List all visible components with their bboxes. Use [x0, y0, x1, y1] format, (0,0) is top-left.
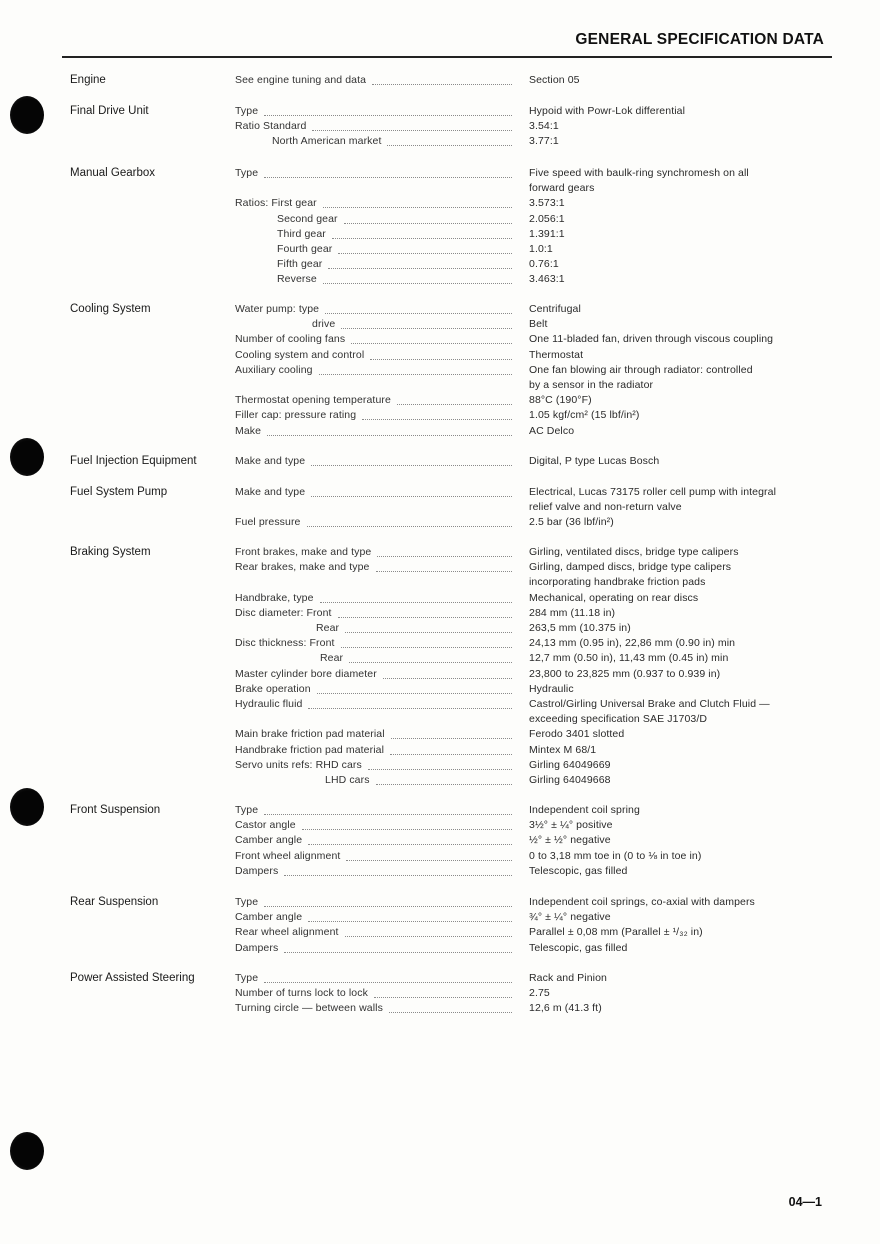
spec-value: Independent coil springs, co-axial with dampers [529, 896, 755, 908]
dot-leader [390, 754, 512, 755]
spec-label: Type [235, 105, 259, 117]
spec-value: Castrol/Girling Universal Brake and Clutch Fluid — [529, 698, 770, 710]
dot-leader [368, 769, 512, 770]
spec-label: Main brake friction pad material [235, 728, 385, 741]
spec-label: Brake operation [235, 682, 311, 695]
spec-value: 12,6 m (41.3 ft) [529, 1002, 602, 1015]
dot-leader [325, 313, 512, 314]
dot-leader [323, 207, 512, 208]
punch-hole-icon [10, 96, 44, 134]
spec-label: LHD cars [325, 774, 370, 786]
spec-label: Disc diameter: Front [235, 606, 332, 619]
spec-label: Dampers [235, 864, 279, 877]
spec-label: Fuel pressure [235, 516, 301, 529]
spec-label: Reverse [277, 273, 317, 286]
spec-value: Rack and Pinion [529, 972, 607, 984]
dot-leader [328, 268, 512, 269]
dot-leader [374, 997, 512, 998]
spec-value: Girling, damped discs, bridge type calipers [529, 561, 732, 574]
spec-value: 2.75 [529, 987, 550, 1000]
dot-leader [346, 860, 512, 861]
spec-label: See engine tuning and data [235, 74, 367, 86]
spec-label: Hydraulic fluid [235, 698, 303, 710]
punch-hole-icon [10, 438, 44, 476]
dot-leader [320, 602, 512, 603]
section-label: Rear Suspension [70, 896, 159, 908]
dot-leader [267, 435, 512, 436]
dot-leader [389, 1012, 512, 1013]
dot-leader [312, 130, 512, 131]
dot-leader [387, 145, 512, 146]
punch-hole-icon [10, 788, 44, 826]
spec-value: relief valve and non-return valve [529, 501, 682, 514]
spec-value: 263,5 mm (10.375 in) [529, 622, 631, 634]
spec-label: Second gear [277, 212, 338, 225]
spec-value: Thermostat [529, 348, 584, 361]
spec-value: 2.5 bar (36 lbf/in²) [529, 516, 614, 529]
dot-leader [372, 84, 512, 85]
spec-value: 3.54:1 [529, 120, 559, 133]
spec-label: Fourth gear [277, 243, 333, 255]
spec-label: Ratio Standard [235, 120, 307, 133]
spec-value: 12,7 mm (0.50 in), 11,43 mm (0.45 in) min [529, 652, 729, 665]
spec-label: Rear [316, 622, 340, 634]
dot-leader [302, 829, 512, 830]
dot-leader [264, 115, 512, 116]
spec-value: 1.391:1 [529, 227, 565, 240]
spec-value: Parallel ± 0,08 mm (Parallel ± ¹/₃₂ in) [529, 926, 703, 939]
spec-value: 88°C (190°F) [529, 394, 592, 407]
spec-value: 24,13 mm (0.95 in), 22,86 mm (0.90 in) min [529, 637, 736, 650]
spec-value: Independent coil spring [529, 804, 640, 816]
spec-label: Auxiliary cooling [235, 363, 313, 376]
section-label: Engine [70, 74, 106, 86]
spec-value: 2.056:1 [529, 212, 565, 225]
spec-label: Make [235, 424, 262, 437]
spec-label: Disc thickness: Front [235, 637, 335, 650]
dot-leader [341, 647, 512, 648]
spec-label: Front wheel alignment [235, 849, 341, 862]
spec-value: Hydraulic [529, 682, 574, 695]
spec-label: Make and type [235, 486, 306, 498]
dot-leader [311, 496, 512, 497]
spec-value: One 11-bladed fan, driven through viscous coupling [529, 333, 774, 346]
spec-label: Castor angle [235, 819, 296, 832]
spec-label: Handbrake, type [235, 591, 314, 604]
spec-label: Third gear [277, 227, 326, 240]
section-label: Cooling System [70, 303, 151, 315]
section-label: Braking System [70, 546, 151, 558]
spec-label: Servo units refs: RHD cars [235, 758, 362, 771]
spec-value: Hypoid with Powr-Lok differential [529, 105, 686, 117]
dot-leader [264, 177, 512, 178]
spec-value: forward gears [529, 182, 595, 195]
spec-label: Master cylinder bore diameter [235, 667, 377, 680]
spec-value: Telescopic, gas filled [529, 864, 628, 877]
spec-label: Front brakes, make and type [235, 546, 372, 558]
spec-value: Five speed with baulk-ring synchromesh on all [529, 167, 749, 179]
spec-label: Rear wheel alignment [235, 926, 339, 939]
dot-leader [397, 404, 512, 405]
spec-label: Ratios: First gear [235, 197, 317, 210]
dot-leader [349, 662, 512, 663]
dot-leader [308, 708, 512, 709]
spec-value: 23,800 to 23,825 mm (0.937 to 0.939 in) [529, 667, 721, 680]
dot-leader [307, 526, 512, 527]
spec-value: 3.573:1 [529, 197, 565, 210]
dot-leader [370, 359, 512, 360]
dot-leader [345, 632, 512, 633]
dot-leader [345, 936, 512, 937]
spec-value: 0.76:1 [529, 258, 559, 271]
spec-label: Camber angle [235, 834, 303, 847]
dot-leader [317, 693, 512, 694]
dot-leader [351, 343, 512, 344]
section-label: Power Assisted Steering [70, 972, 195, 984]
spec-label: Handbrake friction pad material [235, 743, 385, 756]
section-label: Fuel System Pump [70, 486, 168, 498]
spec-value: Section 05 [529, 74, 580, 86]
spec-label: Thermostat opening temperature [235, 394, 391, 407]
spec-value: Girling 64049668 [529, 774, 611, 786]
spec-value: Centrifugal [529, 303, 581, 315]
dot-leader [377, 556, 512, 557]
spec-label: drive [312, 318, 336, 331]
punch-hole-icon [10, 1132, 44, 1170]
section-label: Front Suspension [70, 804, 161, 816]
spec-value: Electrical, Lucas 73175 roller cell pump with integral [529, 486, 777, 498]
dot-leader [284, 875, 512, 876]
spec-label: Type [235, 972, 259, 984]
dot-leader [362, 419, 512, 420]
section-label: Manual Gearbox [70, 167, 156, 179]
spec-value: Belt [529, 318, 548, 331]
spec-value: Girling, ventilated discs, bridge type calipers [529, 546, 739, 558]
dot-leader [376, 784, 512, 785]
spec-value: Telescopic, gas filled [529, 941, 628, 954]
dot-leader [319, 374, 512, 375]
spec-value: 3.77:1 [529, 135, 559, 148]
dot-leader [332, 238, 512, 239]
dot-leader [264, 906, 512, 907]
spec-value: 284 mm (11.18 in) [529, 606, 616, 619]
spec-value: 3.463:1 [529, 273, 565, 286]
spec-label: Turning circle — between walls [235, 1002, 383, 1015]
page-number: 04—1 [788, 1195, 822, 1209]
header-rule [62, 56, 832, 58]
section-label: Fuel Injection Equipment [70, 455, 197, 467]
document-title: GENERAL SPECIFICATION DATA [575, 31, 824, 48]
spec-label: Dampers [235, 941, 279, 954]
dot-leader [264, 814, 512, 815]
spec-label: Type [235, 804, 259, 816]
spec-label: North American market [272, 135, 382, 148]
spec-label: Water pump: type [235, 303, 320, 315]
spec-value: Mechanical, operating on rear discs [529, 591, 699, 604]
spec-label: Type [235, 167, 259, 179]
spec-value: 3½° ± ¼° positive [529, 819, 613, 832]
spec-value: One fan blowing air through radiator: controlled [529, 363, 753, 376]
dot-leader [391, 738, 512, 739]
spec-label: Number of turns lock to lock [235, 987, 368, 1000]
spec-label: Type [235, 896, 259, 908]
spec-value: incorporating handbrake friction pads [529, 576, 706, 589]
spec-value: Digital, P type Lucas Bosch [529, 455, 660, 467]
spec-value: ½° ± ½° negative [529, 834, 611, 847]
dot-leader [338, 617, 512, 618]
spec-label: Filler cap: pressure rating [235, 409, 357, 422]
spec-label: Make and type [235, 455, 306, 467]
spec-value: Ferodo 3401 slotted [529, 728, 625, 741]
spec-label: Fifth gear [277, 258, 323, 271]
dot-leader [376, 571, 512, 572]
spec-value: AC Delco [529, 424, 575, 437]
spec-value: Mintex M 68/1 [529, 743, 597, 756]
dot-leader [308, 844, 512, 845]
dot-leader [323, 283, 512, 284]
dot-leader [308, 921, 512, 922]
spec-label: Rear brakes, make and type [235, 561, 370, 574]
spec-value: ¾° ± ¼° negative [529, 911, 611, 924]
spec-label: Cooling system and control [235, 348, 365, 361]
dot-leader [264, 982, 512, 983]
spec-value: 1.0:1 [529, 243, 553, 255]
dot-leader [344, 223, 512, 224]
dot-leader [311, 465, 512, 466]
dot-leader [383, 678, 512, 679]
spec-value: 0 to 3,18 mm toe in (0 to ⅛ in toe in) [529, 849, 702, 862]
spec-label: Camber angle [235, 911, 303, 924]
spec-value: 1.05 kgf/cm² (15 lbf/in²) [529, 409, 640, 422]
spec-label: Rear [320, 652, 344, 665]
dot-leader [338, 253, 512, 254]
spec-value: Girling 64049669 [529, 758, 611, 771]
dot-leader [341, 328, 512, 329]
spec-value: by a sensor in the radiator [529, 379, 654, 391]
spec-value: exceeding specification SAE J1703/D [529, 713, 708, 726]
spec-label: Number of cooling fans [235, 333, 346, 346]
dot-leader [284, 952, 512, 953]
section-label: Final Drive Unit [70, 105, 149, 117]
